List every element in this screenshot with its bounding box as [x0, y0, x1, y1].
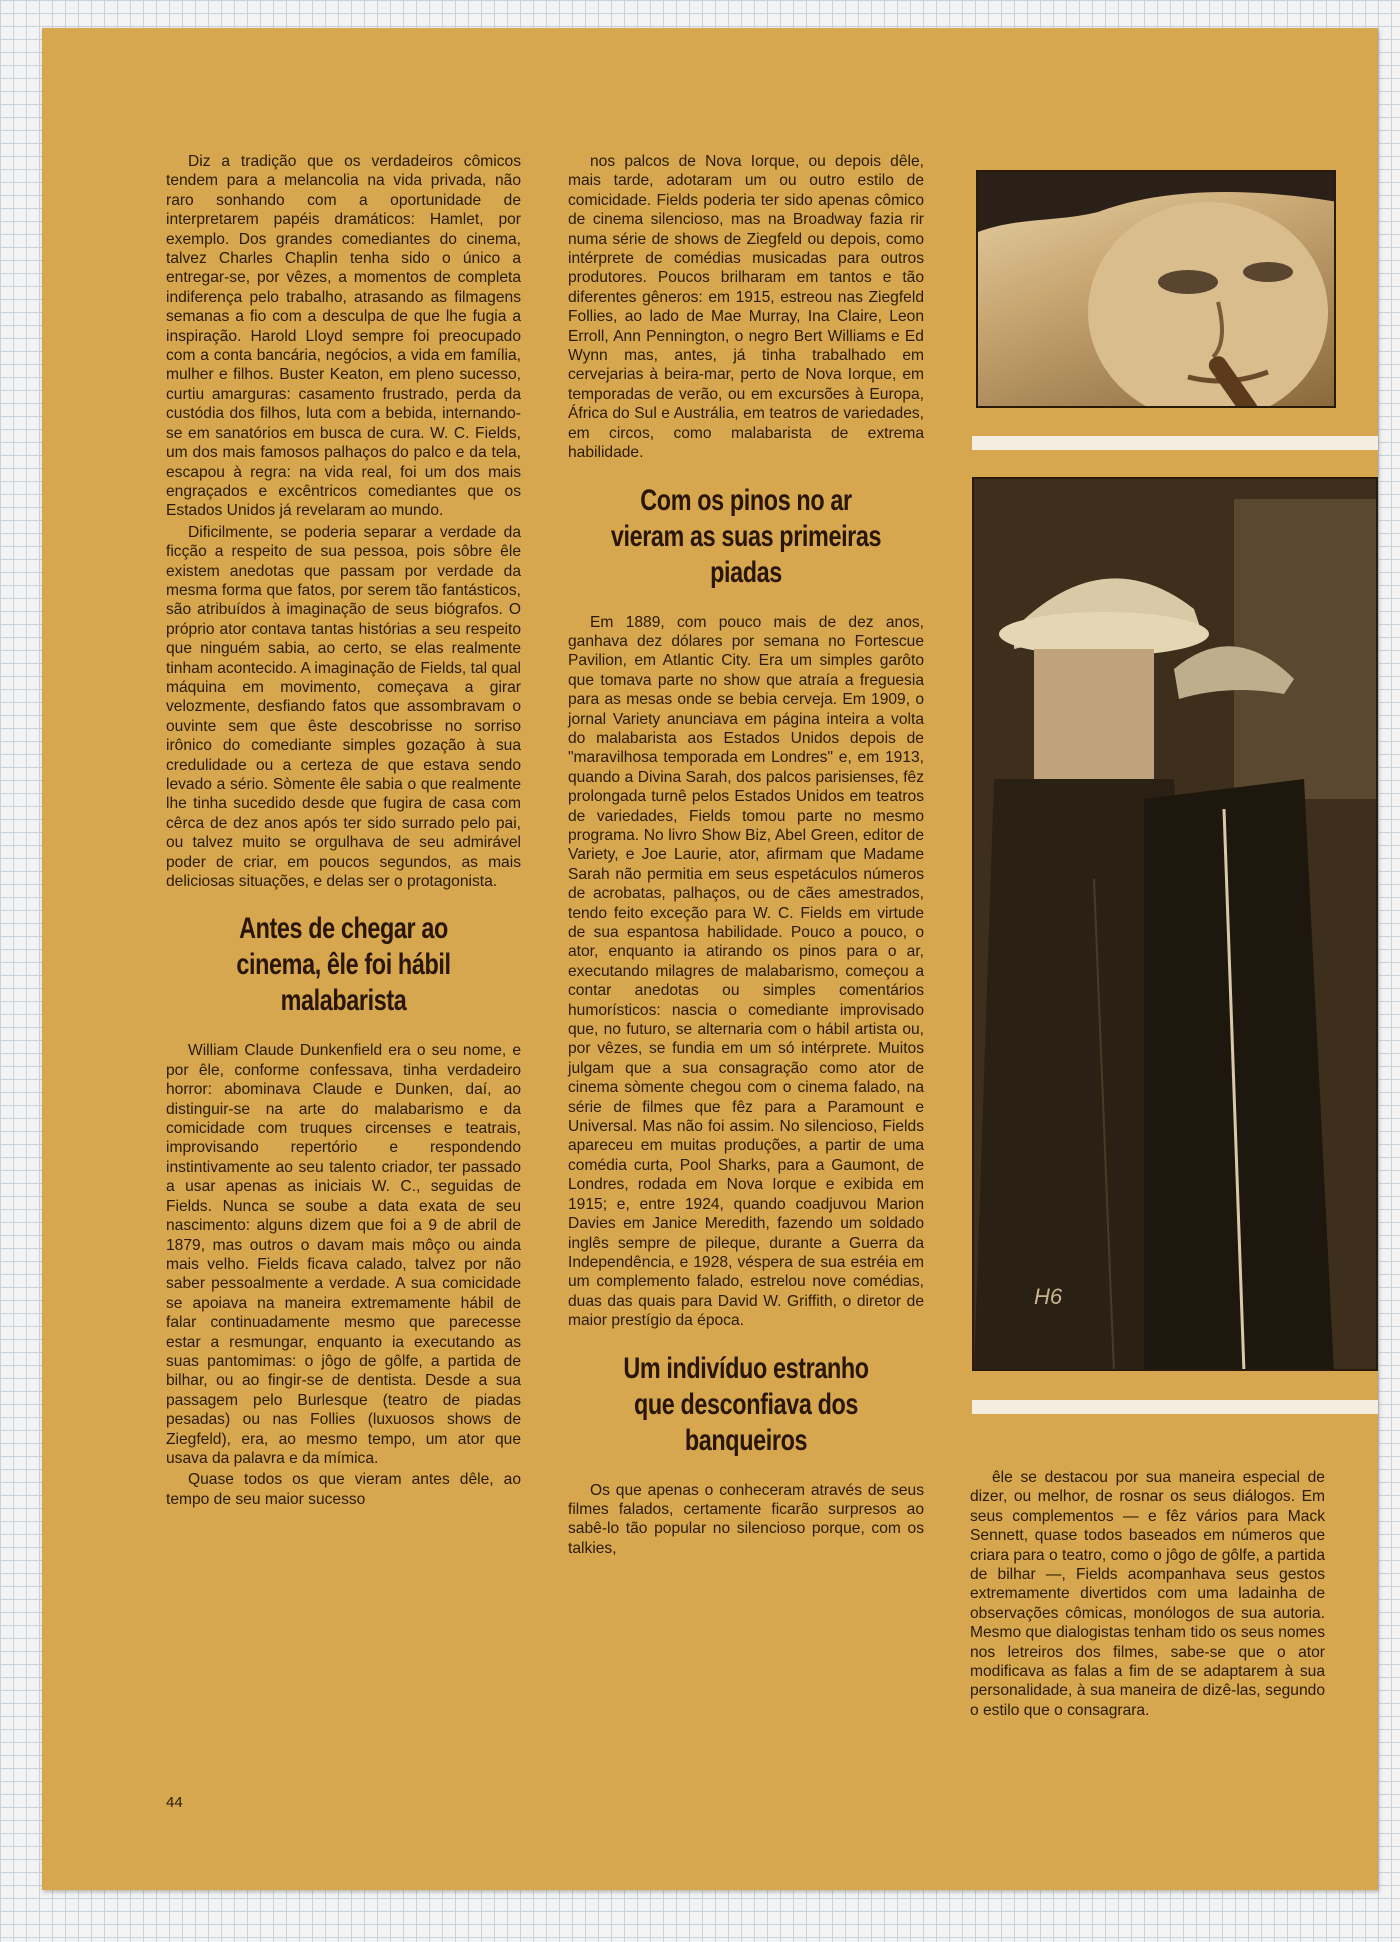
paragraph: Diz a tradição que os verdadeiros cômicos tendem para a melancolia na vida privada, não raro sonhando com a oportunidade de interpretarem papéis dramáticos: Hamlet, por exemplo. Dos grandes comediantes do cinema, talvez Charles Chaplin tenha sido o único a entregar-se, por vêzes, a momentos de completa indiferença pelo trabalho, atrasando as filmagens semanas a fio com a desculpa de que lhe fugia a inspiração. Harold Lloyd sempre foi preocupado com a conta bancária, negócios, a vida em família, mulher e filhos. Buster Keaton, em pleno sucesso, curtiu amarguras: casamento frustrado, perda da custódia dos filhos, luta com a bebida, internando-se em sanatórios em busca de cura. W. C. Fields, um dos mais famosos palhaços do palco e da tela, escapou à regra: na vida real, foi um dos mais engraçados e excêntricos comediantes que os Estados Unidos já revelaram ao mundo. — [166, 153, 521, 520]
section-heading: Com os pinos no ar vieram as suas primeiras piadas — [610, 483, 882, 589]
portrait-photo — [976, 170, 1336, 408]
section-heading: Antes de chegar ao cinema, êle foi hábil malabarista — [236, 912, 451, 1018]
magazine-page — [42, 28, 1378, 1890]
paragraph: Os que apenas o conheceram através de seus filmes falados, certamente ficarão surpresos ao sabê-lo tão popular no silencioso porque, com os talkies, — [568, 1481, 924, 1557]
photo-mark: H6 — [1034, 1284, 1063, 1309]
street-illustration — [974, 479, 1378, 1371]
column-3 — [970, 1468, 1325, 1722]
paragraph: Dificilmente, se poderia separar a verdade da ficção a respeito de sua pessoa, pois sôbre êle existem anedotas que passam por verdade da mesma forma que fatos, por serem tão fantásticos, são atribuídos à imaginação de seus biógrafos. O próprio ator contava tantas histórias a seu respeito que ninguém sabia, ao certo, se elas realmente tinham acontecido. A imaginação de Fields, tal qual máquina em movimento, começava a girar velozmente, desfiando fatos que assombravam o ouvinte sem que êste descobrisse no sorriso irônico do comediante simples gozação à sua credulidade ou a certeza de que estava sendo levado a sério. Sòmente êle sabia o que realmente lhe tinha sucedido desde que fugira de casa com cêrca de dez anos após ter sido surrado pelo pai, ou talvez muito se orgulhava de seu admirável poder de criar, em poucos segundos, as mais deliciosas situações, e delas ser o protagonista. — [166, 523, 521, 891]
street-photo — [972, 477, 1378, 1371]
paragraph: Em 1889, com pouco mais de dez anos, ganhava dez dólares por semana no Fortescue Pavilion, em Atlantic City. Era um simples garôto que tomava parte no show que atraía a freguesia para as mesas onde se bebia cerveja. Em 1909, o jornal Variety anunciava em página inteira a volta do malabarista aos Estados Unidos depois de "maravilhosa temporada em Londres" e, em 1913, quando a Divina Sarah, dos palcos parisienses, fêz prolongada turnê pelos Estados Unidos em teatros de variedades, Fields tomou parte no mesmo programa. No livro Show Biz, Abel Green, editor de Variety, e Joe Laurie, ator, afirmam que Madame Sarah não permitia em seus espetáculos números de acrobatas, palhaços, ou de cães amestrados, tendo feito exceção para W. C. Fields em virtude de sua espantosa habilidade. Pouco a pouco, o ator, enquanto ia atirando os pinos para o ar, executando milagres de malabarismo, começou a contar anedotas ou simples comentários humorísticos: nascia o comediante improvisado que, no futuro, se alternaria com o hábil artista ou, por vêzes, se fundia em um só intérprete. Muitos julgam que a sua consagração como ator de cinema sòmente chegou com o cinema falado, na série de filmes que fêz para a Paramount e Universal. Mas não foi assim. No silencioso, Fields apareceu em muitas produções, a partir de uma comédia curta, Pool Sharks, para a Gaumont, de Londres, rodada em Nova Iorque e exibida em 1915; e, entre 1924, quando coadjuvou Marion Davies em Janice Meredith, fazendo um soldado inglês sempre de pileque, durante a Guerra da Independência, e 1928, véspera de sua estréia em um complemento falado, estrelou nove comédias, duas das quais para David W. Griffith, o diretor de maior prestígio da época. — [568, 613, 924, 1330]
paragraph: êle se destacou por sua maneira especial de dizer, ou melhor, de rosnar os seus diálogos. Em seus complementos — e fêz vários para Mack Sennett, quase todos baseados em números que criara para o teatro, como o jôgo de gôlfe, a partida de bilhar —, Fields acompanhava seus gestos extremamente divertidos com uma ladainha de observações cômicas, monólogos de sua autoria. Mesmo que dialogistas tenham tido os seus nomes nos letreiros dos filmes, sabe-se que o ator modificava as falas a fim de se adaptarem à sua personalidade, à sua maneira de dizê-las, segundo o estilo que o consagrara. — [970, 1469, 1325, 1719]
column-1 — [166, 152, 521, 1511]
paragraph: nos palcos de Nova Iorque, ou depois dêle, mais tarde, adotaram um ou outro estilo de comicidade. Fields poderia ter sido apenas cômico de cinema silencioso, mas na Broadway fazia rir numa série de shows de Ziegfeld ou depois, como intérprete de comédias musicadas para outros produtores. Poucos brilharam em tantos e tão diferentes gêneros: em 1915, estreou nas Ziegfeld Follies, ao lado de Mae Murray, Ina Claire, Leon Erroll, Ann Pennington, o negro Bert Williams e Ed Wynn mas, antes, já tinha trabalhado em cervejarias à beira-mar, perto de Nova Iorque, em temporadas de verão, ou em excursões à Europa, África do Sul e Austrália, em teatros de variedades, em circos, como malabarista de extrema habilidade. — [568, 153, 924, 462]
page-number: 44 — [166, 1794, 183, 1811]
divider — [972, 436, 1378, 450]
section-heading: Um indivíduo estranho que desconfiava dos banqueiros — [623, 1351, 869, 1457]
divider — [972, 1400, 1378, 1414]
column-2 — [568, 152, 924, 1560]
paragraph: Quase todos os que vieram antes dêle, ao tempo de seu maior sucesso — [166, 1471, 521, 1508]
paragraph: William Claude Dunkenfield era o seu nome, e por êle, conforme confessava, tinha verdadeiro horror: abominava Claude e Dunken, daí, ao distinguir-se na arte do malabarismo e da comicidade com truques circenses e teatrais, improvisando repertório e respondendo instintivamente ao seu talento criador, ter passado a usar apenas as iniciais W. C., seguidas de Fields. Nunca se soube a data exata de seu nascimento: alguns dizem que foi a 9 de abril de 1879, mas outros o davam mais môço ou ainda mais velho. Fields ficava calado, talvez por não saber pessoalmente a verdade. A sua comicidade se apoiava na maneira extremamente hábil de falar continuadamente mesmo que parecesse estar a resmungar, enquanto ia executando as suas pantomimas: o jôgo de gôlfe, a partida de bilhar, ou ao fingir-se de dentista. Desde a sua passagem pelo Burlesque (teatro de piadas pesadas) ou nas Follies (luxuosos shows de Ziegfeld), era, ao mesmo tempo, um ator que usava da palavra e da mímica. — [166, 1042, 521, 1467]
portrait-illustration — [978, 172, 1336, 408]
